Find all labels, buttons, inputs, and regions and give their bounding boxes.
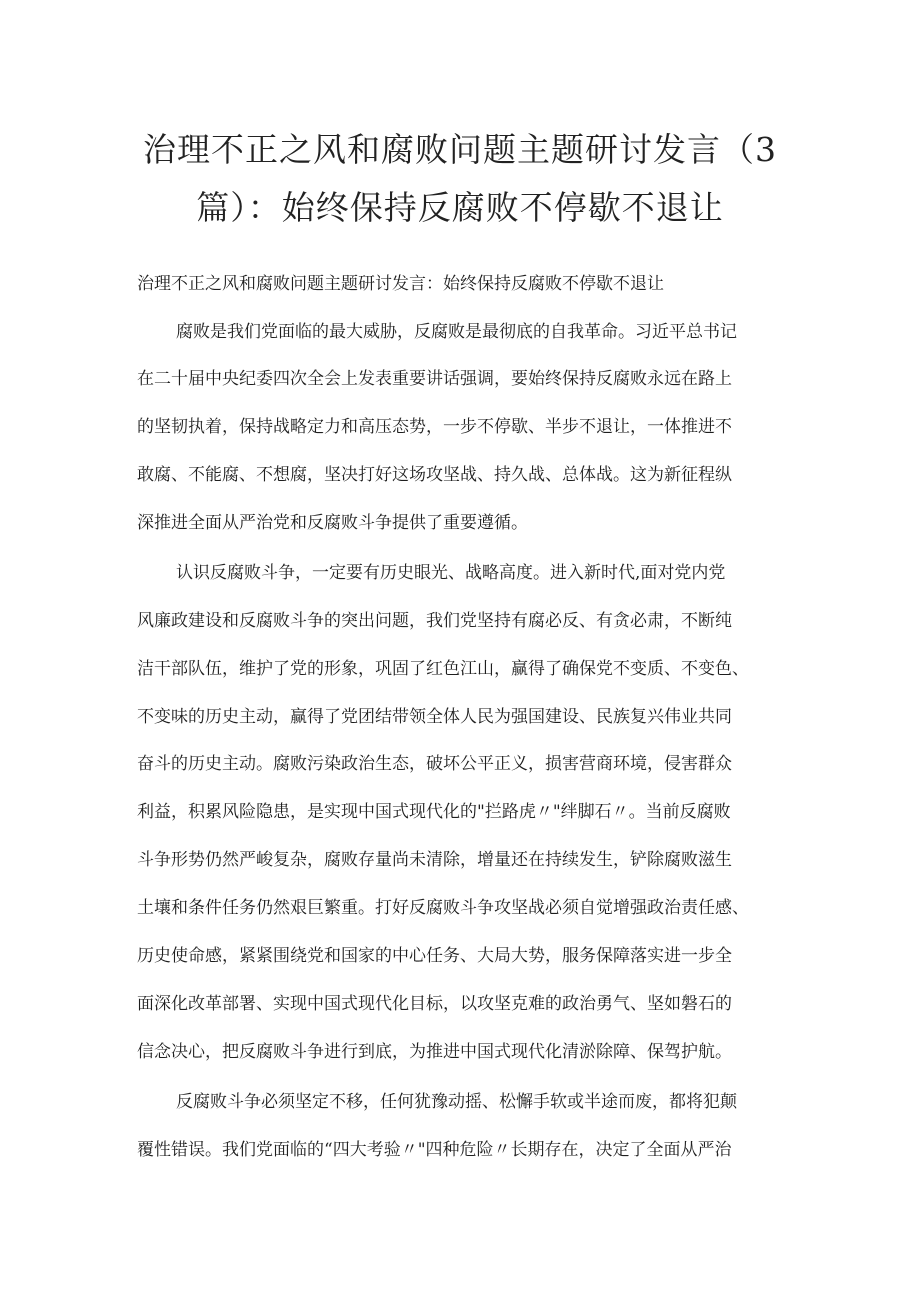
paragraph-2-line-9: 历史使命感，紧紧围绕党和国家的中心任务、大局大势，服务保障落实进一步全 bbox=[137, 946, 732, 966]
paragraph-2-line-3: 洁干部队伍，维护了党的形象，巩固了红色江山，赢得了确保党不变质、不变色、 bbox=[137, 659, 749, 679]
paragraph-3-line-2: 覆性错误。我们党面临的“四大考验〃"四种危险〃长期存在，决定了全面从严治 bbox=[137, 1140, 732, 1160]
paragraph-2-line-8: 土壤和条件任务仍然艰巨繁重。打好反腐败斗争攻坚战必须自觉增强政治责任感、 bbox=[137, 898, 749, 918]
document-subtitle: 治理不正之风和腐败问题主题研讨发言：始终保持反腐败不停歇不退让 bbox=[137, 274, 664, 294]
paragraph-2-line-11: 信念决心，把反腐败斗争进行到底，为推进中国式现代化清淤除障、保驾护航。 bbox=[137, 1042, 732, 1062]
paragraph-1-line-3: 的坚韧执着，保持战略定力和高压态势，一步不停歇、半步不退让，一体推进不 bbox=[137, 417, 732, 437]
paragraph-2-line-1: 认识反腐败斗争，一定要有历史眼光、战略高度。进入新时代,面对党内党 bbox=[176, 563, 726, 583]
paragraph-1-line-2: 在二十届中央纪委四次全会上发表重要讲话强调，要始终保持反腐败永远在路上 bbox=[137, 369, 732, 389]
paragraph-2-line-7: 斗争形势仍然严峻复杂，腐败存量尚未清除，增量还在持续发生，铲除腐败滋生 bbox=[137, 850, 732, 870]
paragraph-1-line-5: 深推进全面从严治党和反腐败斗争提供了重要遵循。 bbox=[137, 513, 528, 533]
paragraph-3-line-1: 反腐败斗争必须坚定不移，任何犹豫动摇、松懈手软或半途而废，都将犯颠 bbox=[176, 1092, 737, 1112]
document-title-line-1: 治理不正之风和腐败问题主题研讨发言（3 bbox=[143, 130, 777, 169]
paragraph-2-line-6: 利益，积累风险隐患，是实现中国式现代化的"拦路虎〃"绊脚石〃。当前反腐败 bbox=[137, 802, 731, 822]
paragraph-2-line-5: 奋斗的历史主动。腐败污染政治生态，破坏公平正义，损害营商环境，侵害群众 bbox=[137, 754, 732, 774]
paragraph-1-line-1: 腐败是我们党面临的最大威胁，反腐败是最彻底的自我革命。习近平总书记 bbox=[176, 322, 737, 342]
paragraph-2-line-2: 风廉政建设和反腐败斗争的突出问题，我们党坚持有腐必反、有贪必肃，不断纯 bbox=[137, 611, 732, 631]
paragraph-2-line-10: 面深化改革部署、实现中国式现代化目标，以攻坚克难的政治勇气、坚如磐石的 bbox=[137, 994, 732, 1014]
document-title-line-2: 篇）：始终保持反腐败不停歇不退让 bbox=[196, 188, 724, 227]
paragraph-2-line-4: 不变味的历史主动，赢得了党团结带领全体人民为强国建设、民族复兴伟业共同 bbox=[137, 707, 732, 727]
paragraph-1-line-4: 敢腐、不能腐、不想腐，坚决打好这场攻坚战、持久战、总体战。这为新征程纵 bbox=[137, 465, 732, 485]
